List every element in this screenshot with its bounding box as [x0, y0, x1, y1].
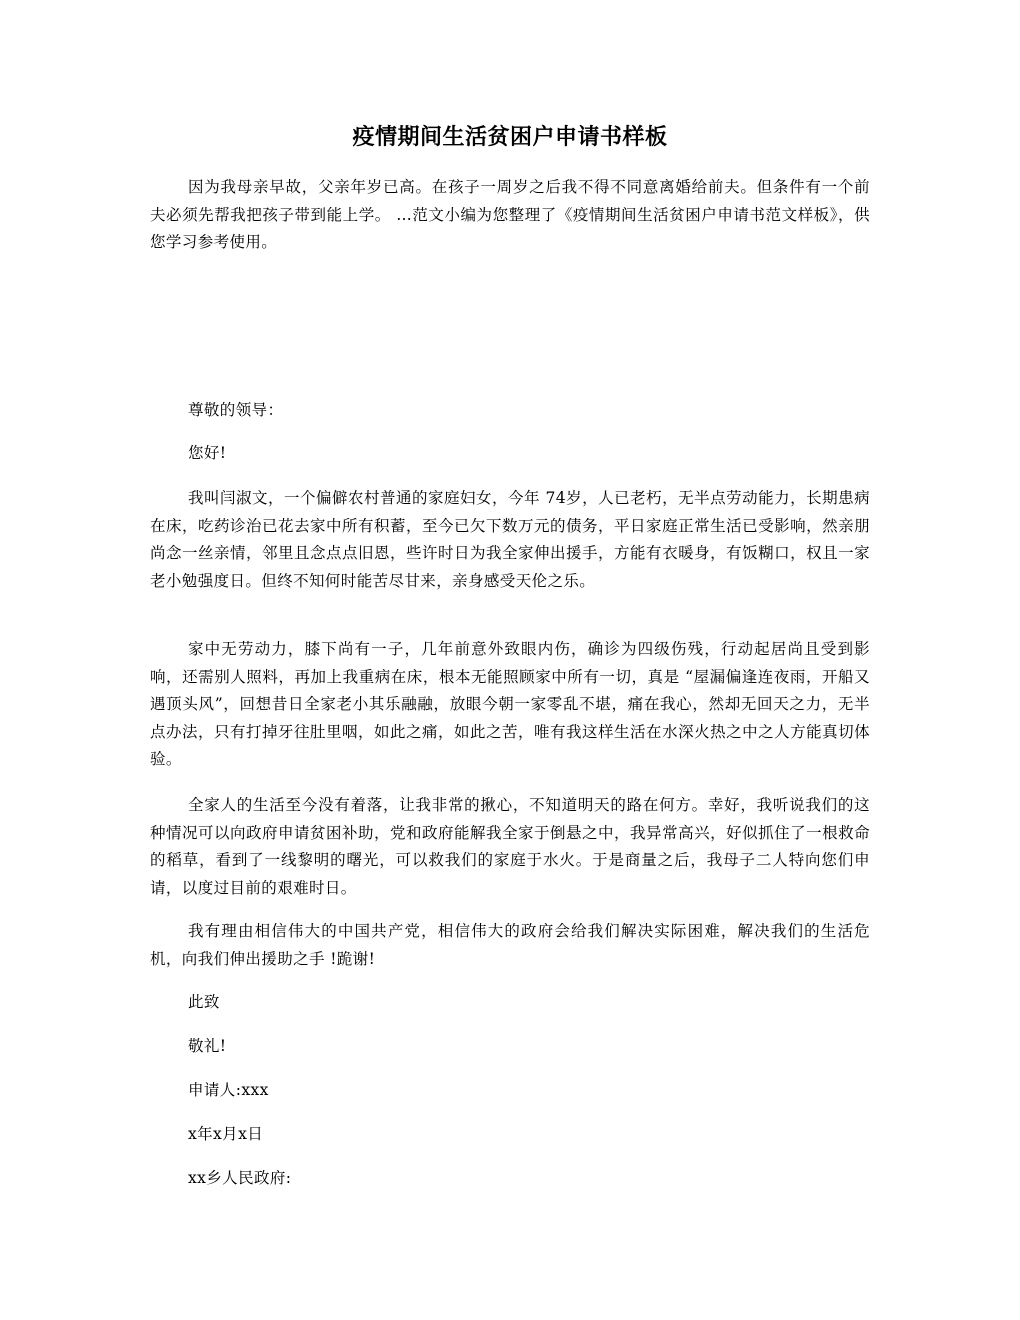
- body-paragraph-2: 家中无劳动力，膝下尚有一子，几年前意外致眼内伤，确诊为四级伤残，行动起居尚且受到影响，还需别人照料，再加上我重病在床，根本无能照顾家中所有一切，真是 “屋漏偏逢连夜雨，开船又遇顶头风”，回想昔日全家老小其乐融融，放眼今朝一家零乱不堪，痛在我心，然却无回天之力，无半点办法，只有打掉牙往肚里咽，如此之痛，如此之苦，唯有我这样生活在水深火热之中之人方能真切体验。: [150, 640, 870, 768]
- salutation: 尊敬的领导：: [188, 401, 284, 419]
- body-paragraph-4: 我有理由相信伟大的中国共产党，相信伟大的政府会给我们解决实际困难，解决我们的生活危机，向我们伸出援助之手 !跪谢!: [150, 922, 870, 968]
- closing-line: 此致: [188, 993, 220, 1011]
- intro-paragraph: 因为我母亲早故，父亲年岁已高。在孩子一周岁之后我不得不同意离婚给前夫。但条件有一个前夫必须先帮我把孩子带到能上学。 …范文小编为您整理了《疫情期间生活贫困户申请书范文样板》，供您学习参考使用。: [150, 178, 870, 251]
- body-paragraph-3: 全家人的生活至今没有着落，让我非常的揪心，不知道明天的路在何方。幸好，我听说我们的这种情况可以向政府申请贫困补助，党和政府能解我全家于倒悬之中，我异常高兴，好似抓住了一根救命的稻草，看到了一线黎明的曙光，可以救我们的家庭于水火。于是商量之后，我母子二人特向您们申请，以度过目前的艰难时日。: [150, 796, 870, 897]
- applicant-line: 申请人:xxx: [188, 1081, 269, 1099]
- body-paragraph-1: 我叫闫淑文，一个偏僻农村普通的家庭妇女，今年 74岁，人已老朽，无半点劳动能力，长期患病在床，吃药诊治已花去家中所有积蓄，至今已欠下数万元的债务，平日家庭正常生活已受影响，然亲朋尚念一丝亲情，邻里且念点点旧恩，些许时日为我全家伸出援手，方能有衣暖身，有饭糊口，权且一家老小勉强度日。但终不知何时能苦尽甘来，亲身感受天伦之乐。: [150, 489, 870, 590]
- document-title: 疫情期间生活贫困户申请书样板: [352, 124, 668, 150]
- recipient-line: xx乡人民政府:: [188, 1169, 292, 1187]
- document-page: [150, 0, 870, 1320]
- date-line: x年x月x日: [188, 1125, 264, 1143]
- regards-line: 敬礼!: [188, 1037, 227, 1055]
- greeting: 您好!: [188, 444, 227, 462]
